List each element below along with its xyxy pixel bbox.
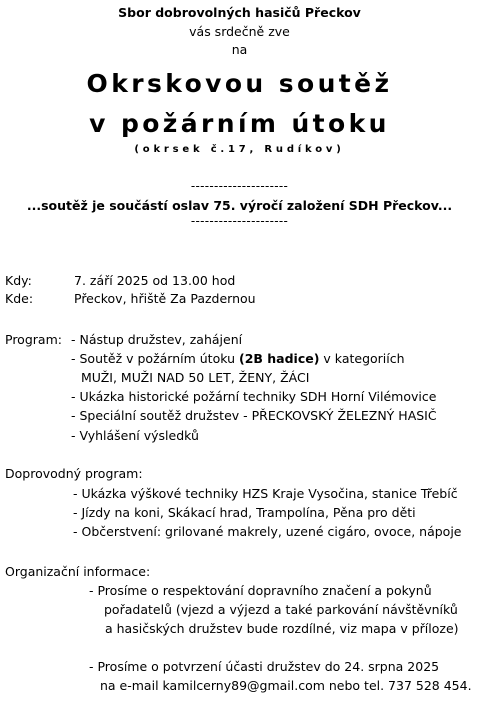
hose-category: (2B hadice) xyxy=(238,351,320,366)
invite-na-text: na xyxy=(231,42,248,57)
side-program-item: - Občerstvení: grilované makrely, uzené cigáro, ovoce, nápoje xyxy=(73,524,462,539)
when-value: 7. září 2025 od 13.00 hod xyxy=(74,273,236,288)
side-program-label: Doprovodný program: xyxy=(5,466,143,481)
organization-info-line: - Prosíme o respektování dopravního značení a pokynů xyxy=(89,583,432,598)
organization-info-label: Organizační informace: xyxy=(5,564,151,579)
when-label: Kdy: xyxy=(5,273,32,288)
program-item-competition xyxy=(71,351,405,366)
program-item: - Nástup družstev, zahájení xyxy=(71,332,243,347)
where-value: Přeckov, hřiště Za Pazdernou xyxy=(74,291,256,306)
celebration-note: ...soutěž je součástí oslav 75. výročí založení SDH Přeckov... xyxy=(26,198,453,213)
program-item-text: - Soutěž v požárním útoku xyxy=(71,351,239,366)
organization-info-line: a hasičských družstev bude rozdílné, viz mapa v příloze) xyxy=(105,621,459,636)
program-label: Program: xyxy=(5,332,62,347)
invite-text: vás srdečně zve xyxy=(189,24,290,39)
separator-top: --------------------- xyxy=(190,179,289,193)
organizer-name: Sbor dobrovolných hasičů Přeckov xyxy=(118,5,361,20)
program-categories: MUŽI, MUŽI NAD 50 LET, ŽENY, ŽÁCI xyxy=(81,370,310,385)
title-line-1: Okrskovou soutěž xyxy=(86,69,393,98)
organization-info-line: - Prosíme o potvrzení účasti družstev do 24. srpna 2025 xyxy=(89,659,440,674)
program-item-tail: v kategoriích xyxy=(319,351,405,366)
program-item: - Vyhlášení výsledků xyxy=(71,428,199,443)
program-item: - Speciální soutěž družstev - PŘECKOVSKÝ ŽELEZNÝ HASIČ xyxy=(71,408,437,423)
title-line-2: v požárním útoku xyxy=(89,109,390,138)
organization-info-contact: na e-mail kamilcerny89@gmail.com nebo tel. 737 528 454. xyxy=(100,678,472,693)
program-item: - Ukázka historické požární techniky SDH Horní Vilémovice xyxy=(71,389,437,404)
where-label: Kde: xyxy=(5,291,34,306)
organization-info-line: pořadatelů (vjezd a výjezd a také parkování návštěvníků xyxy=(104,602,458,617)
side-program-item: - Ukázka výškové techniky HZS Kraje Vysočina, stanice Třebíč xyxy=(73,486,458,501)
separator-bottom: --------------------- xyxy=(190,214,289,228)
district-subtitle: (okrsek č.17, Rudíkov) xyxy=(134,144,345,155)
side-program-item: - Jízdy na koni, Skákací hrad, Trampolína, Pěna pro děti xyxy=(73,505,416,520)
